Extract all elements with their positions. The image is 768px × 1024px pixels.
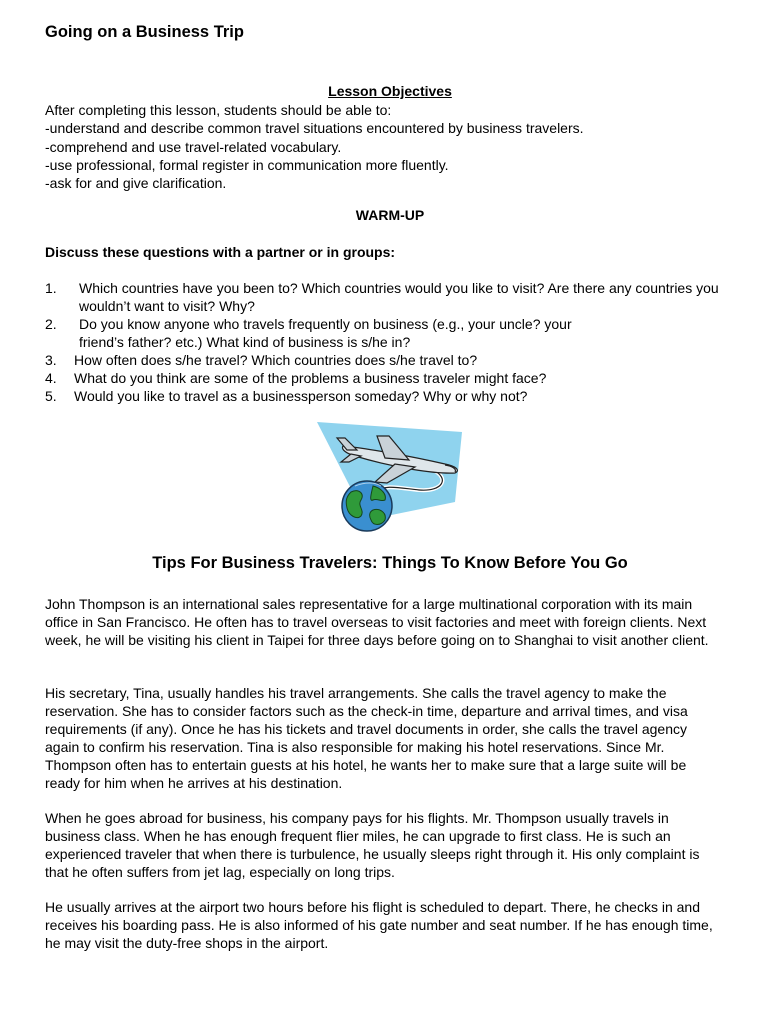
question-number: 4. [45,370,57,386]
body-paragraph: John Thompson is an international sales representative for a large multinational corporation with its main office in San Francisco. He often has to travel overseas to visit factories and meet with foreign clients. Next week, he will be visiting his client in Taipei for three days before going on to Shanghai to visit another client. [45,596,709,648]
section-title: Tips For Business Travelers: Things To Know Before You Go [152,554,628,572]
question-text: Would you like to travel as a businessperson someday? Why or why not? [74,388,528,404]
list-item [45,369,735,387]
body-paragraph: He usually arrives at the airport two hours before his flight is scheduled to depart. There, he checks in and receives his boarding pass. He is also informed of his gate number and seat number. If he has enough time, he may visit the duty-free shops in the airport. [45,899,713,951]
warmup-heading: WARM-UP [355,207,425,223]
body-paragraph: When he goes abroad for business, his company pays for his flights. Mr. Thompson usually travels in business class. When he has enough frequent flier miles, he can upgrade to first class. He is such an experienced traveler that when there is turbulence, he usually sleeps right through it. His only complaint is that he often suffers from jet lag, especially on long trips. [45,810,700,880]
question-text: What do you think are some of the problems a business traveler might face? [74,370,547,386]
question-number: 3. [45,352,57,368]
airplane-globe-icon [315,420,465,535]
question-number: 1. [45,280,57,296]
list-item [45,315,735,351]
question-text: Which countries have you been to? Which countries would you like to visit? Are there any countries you wouldn’t want to visit? Why? [79,280,719,314]
document-title: Going on a Business Trip [45,23,244,41]
list-item [45,387,735,405]
warmup-instruction: Discuss these questions with a partner or in groups: [45,244,396,260]
objectives-line: After completing this lesson, students should be able to: [45,102,392,118]
question-number: 5. [45,388,57,404]
question-text: Do you know anyone who travels frequently on business (e.g., your uncle? your friend’s father? etc.) What kind of business is s/he in? [79,316,572,350]
objectives-line: -comprehend and use travel-related vocabulary. [45,138,342,155]
body-paragraph: His secretary, Tina, usually handles his travel arrangements. She calls the travel agency to make the reservation. She has to consider factors such as the check-in time, departure and arrival times, and visa requirements (if any). Once he has his tickets and travel documents in order, she calls the travel agency again to confirm his reservation. Tina is also responsible for making his hotel reservations. Since Mr. Thompson often has to entertain guests at his hotel, he wants her to make sure that a large suite will be ready for him when he arrives at his destination. [45,685,688,791]
question-list [45,279,735,405]
list-item [45,351,735,369]
objectives-line: -ask for and give clarification. [45,175,227,192]
objectives-heading: Lesson Objectives [328,83,452,99]
list-item [45,279,735,315]
objectives-line: -understand and describe common travel situations encountered by business travelers. [45,120,584,137]
question-text: How often does s/he travel? Which countries does s/he travel to? [74,352,478,368]
objectives-line: -use professional, formal register in communication more fluently. [45,156,449,173]
objectives-list [45,101,584,192]
globe-icon [342,481,392,531]
question-number: 2. [45,316,57,332]
